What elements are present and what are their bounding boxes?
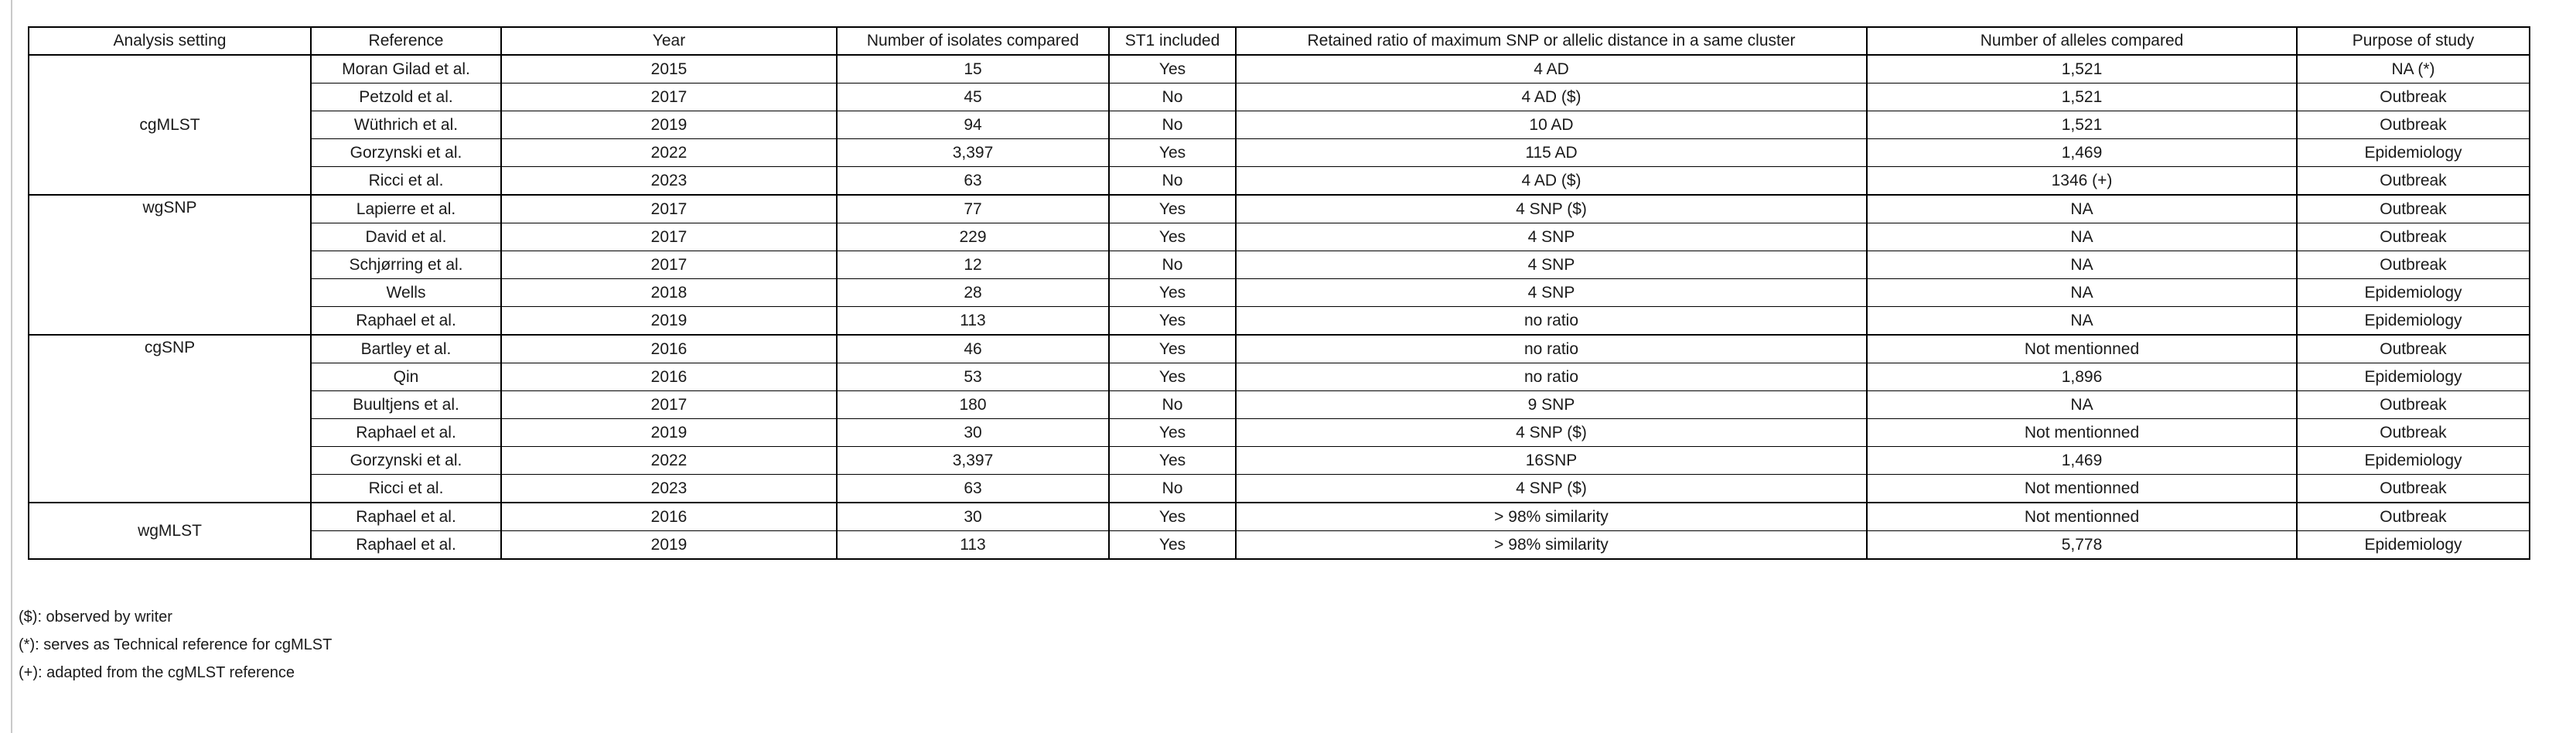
year-cell: 2016 <box>501 503 837 531</box>
st1-cell: Yes <box>1109 531 1236 560</box>
header-retained-ratio: Retained ratio of maximum SNP or allelic distance in a same cluster <box>1236 27 1867 55</box>
alleles-cell: Not mentionned <box>1867 335 2297 363</box>
header-row <box>29 27 2530 55</box>
year-cell: 2017 <box>501 391 837 419</box>
header-st1-included: ST1 included <box>1109 27 1236 55</box>
reference-cell: Moran Gilad et al. <box>311 55 501 84</box>
header-year: Year <box>501 27 837 55</box>
ratio-cell: 4 SNP ($) <box>1236 419 1867 447</box>
alleles-cell: 1,469 <box>1867 447 2297 475</box>
purpose-cell: Outbreak <box>2297 251 2530 279</box>
year-cell: 2023 <box>501 475 837 503</box>
table-row <box>29 307 2530 336</box>
alleles-cell: NA <box>1867 223 2297 251</box>
alleles-cell: 1,469 <box>1867 139 2297 167</box>
table-row <box>29 335 2530 363</box>
analysis-setting-cell: cgMLST <box>29 55 311 195</box>
table-row <box>29 447 2530 475</box>
table-row <box>29 475 2530 503</box>
st1-cell: Yes <box>1109 363 1236 391</box>
header-analysis-setting: Analysis setting <box>29 27 311 55</box>
table-row <box>29 503 2530 531</box>
ratio-cell: > 98% similarity <box>1236 531 1867 560</box>
alleles-cell: NA <box>1867 307 2297 336</box>
reference-cell: David et al. <box>311 223 501 251</box>
purpose-cell: Outbreak <box>2297 391 2530 419</box>
year-cell: 2022 <box>501 447 837 475</box>
year-cell: 2019 <box>501 419 837 447</box>
reference-cell: Bartley et al. <box>311 335 501 363</box>
st1-cell: Yes <box>1109 419 1236 447</box>
table-row <box>29 363 2530 391</box>
isolates-cell: 46 <box>837 335 1109 363</box>
year-cell: 2015 <box>501 55 837 84</box>
purpose-cell: Outbreak <box>2297 84 2530 111</box>
header-isolates-compared: Number of isolates compared <box>837 27 1109 55</box>
table-row <box>29 111 2530 139</box>
st1-cell: No <box>1109 84 1236 111</box>
reference-cell: Buultjens et al. <box>311 391 501 419</box>
year-cell: 2018 <box>501 279 837 307</box>
alleles-cell: 1,521 <box>1867 55 2297 84</box>
alleles-cell: Not mentionned <box>1867 475 2297 503</box>
isolates-cell: 229 <box>837 223 1109 251</box>
purpose-cell: Epidemiology <box>2297 279 2530 307</box>
year-cell: 2023 <box>501 167 837 196</box>
reference-cell: Lapierre et al. <box>311 195 501 223</box>
st1-cell: Yes <box>1109 279 1236 307</box>
year-cell: 2017 <box>501 251 837 279</box>
table-row <box>29 391 2530 419</box>
st1-cell: Yes <box>1109 503 1236 531</box>
st1-cell: No <box>1109 391 1236 419</box>
alleles-cell: NA <box>1867 251 2297 279</box>
page-margin-rule <box>11 0 12 733</box>
ratio-cell: 16SNP <box>1236 447 1867 475</box>
ratio-cell: 10 AD <box>1236 111 1867 139</box>
alleles-cell: NA <box>1867 391 2297 419</box>
purpose-cell: Epidemiology <box>2297 139 2530 167</box>
ratio-cell: no ratio <box>1236 363 1867 391</box>
table-row <box>29 55 2530 84</box>
purpose-cell: Outbreak <box>2297 195 2530 223</box>
purpose-cell: Outbreak <box>2297 167 2530 196</box>
year-cell: 2019 <box>501 531 837 560</box>
st1-cell: Yes <box>1109 195 1236 223</box>
purpose-cell: Outbreak <box>2297 223 2530 251</box>
isolates-cell: 53 <box>837 363 1109 391</box>
table-row <box>29 84 2530 111</box>
reference-cell: Schjørring et al. <box>311 251 501 279</box>
ratio-cell: 4 SNP <box>1236 279 1867 307</box>
purpose-cell: Epidemiology <box>2297 363 2530 391</box>
alleles-cell: 1,521 <box>1867 84 2297 111</box>
year-cell: 2019 <box>501 307 837 336</box>
footnote-observed-by-writer: ($): observed by writer <box>19 609 172 626</box>
purpose-cell: NA (*) <box>2297 55 2530 84</box>
table-row <box>29 167 2530 196</box>
alleles-cell: Not mentionned <box>1867 503 2297 531</box>
ratio-cell: > 98% similarity <box>1236 503 1867 531</box>
footnote-technical-reference: (*): serves as Technical reference for cgMLST <box>19 636 333 653</box>
purpose-cell: Outbreak <box>2297 503 2530 531</box>
year-cell: 2022 <box>501 139 837 167</box>
year-cell: 2016 <box>501 363 837 391</box>
alleles-cell: 1,521 <box>1867 111 2297 139</box>
header-purpose: Purpose of study <box>2297 27 2530 55</box>
isolates-cell: 45 <box>837 84 1109 111</box>
purpose-cell: Outbreak <box>2297 475 2530 503</box>
comparison-table <box>28 26 2530 560</box>
header-reference: Reference <box>311 27 501 55</box>
alleles-cell: 5,778 <box>1867 531 2297 560</box>
ratio-cell: no ratio <box>1236 307 1867 336</box>
table-row <box>29 223 2530 251</box>
ratio-cell: 4 AD ($) <box>1236 84 1867 111</box>
isolates-cell: 30 <box>837 419 1109 447</box>
st1-cell: No <box>1109 475 1236 503</box>
st1-cell: No <box>1109 251 1236 279</box>
isolates-cell: 113 <box>837 307 1109 336</box>
purpose-cell: Outbreak <box>2297 419 2530 447</box>
ratio-cell: 4 SNP <box>1236 251 1867 279</box>
reference-cell: Qin <box>311 363 501 391</box>
isolates-cell: 63 <box>837 167 1109 196</box>
purpose-cell: Epidemiology <box>2297 531 2530 560</box>
ratio-cell: 4 SNP ($) <box>1236 475 1867 503</box>
isolates-cell: 3,397 <box>837 139 1109 167</box>
ratio-cell: no ratio <box>1236 335 1867 363</box>
reference-cell: Petzold et al. <box>311 84 501 111</box>
isolates-cell: 15 <box>837 55 1109 84</box>
header-alleles-compared: Number of alleles compared <box>1867 27 2297 55</box>
st1-cell: Yes <box>1109 447 1236 475</box>
year-cell: 2017 <box>501 223 837 251</box>
analysis-setting-cell: wgSNP <box>29 195 311 335</box>
purpose-cell: Epidemiology <box>2297 447 2530 475</box>
analysis-setting-cell: cgSNP <box>29 335 311 503</box>
table-row <box>29 195 2530 223</box>
purpose-cell: Outbreak <box>2297 335 2530 363</box>
reference-cell: Ricci et al. <box>311 167 501 196</box>
reference-cell: Wüthrich et al. <box>311 111 501 139</box>
isolates-cell: 94 <box>837 111 1109 139</box>
isolates-cell: 63 <box>837 475 1109 503</box>
purpose-cell: Outbreak <box>2297 111 2530 139</box>
footnotes <box>19 603 332 687</box>
reference-cell: Ricci et al. <box>311 475 501 503</box>
year-cell: 2017 <box>501 84 837 111</box>
st1-cell: Yes <box>1109 55 1236 84</box>
analysis-setting-cell: wgMLST <box>29 503 311 559</box>
ratio-cell: 9 SNP <box>1236 391 1867 419</box>
reference-cell: Raphael et al. <box>311 419 501 447</box>
reference-cell: Raphael et al. <box>311 503 501 531</box>
isolates-cell: 30 <box>837 503 1109 531</box>
alleles-cell: 1346 (+) <box>1867 167 2297 196</box>
isolates-cell: 180 <box>837 391 1109 419</box>
table-row <box>29 139 2530 167</box>
reference-cell: Gorzynski et al. <box>311 139 501 167</box>
year-cell: 2017 <box>501 195 837 223</box>
reference-cell: Raphael et al. <box>311 531 501 560</box>
ratio-cell: 4 AD ($) <box>1236 167 1867 196</box>
purpose-cell: Epidemiology <box>2297 307 2530 336</box>
isolates-cell: 77 <box>837 195 1109 223</box>
alleles-cell: NA <box>1867 279 2297 307</box>
isolates-cell: 28 <box>837 279 1109 307</box>
ratio-cell: 4 SNP <box>1236 223 1867 251</box>
reference-cell: Gorzynski et al. <box>311 447 501 475</box>
alleles-cell: NA <box>1867 195 2297 223</box>
alleles-cell: Not mentionned <box>1867 419 2297 447</box>
year-cell: 2016 <box>501 335 837 363</box>
table-header <box>29 27 2530 55</box>
isolates-cell: 3,397 <box>837 447 1109 475</box>
reference-cell: Wells <box>311 279 501 307</box>
table-row <box>29 531 2530 560</box>
isolates-cell: 12 <box>837 251 1109 279</box>
table-row <box>29 251 2530 279</box>
table-row <box>29 419 2530 447</box>
isolates-cell: 113 <box>837 531 1109 560</box>
year-cell: 2019 <box>501 111 837 139</box>
table-body <box>29 55 2530 559</box>
reference-cell: Raphael et al. <box>311 307 501 336</box>
alleles-cell: 1,896 <box>1867 363 2297 391</box>
ratio-cell: 4 AD <box>1236 55 1867 84</box>
ratio-cell: 4 SNP ($) <box>1236 195 1867 223</box>
st1-cell: No <box>1109 111 1236 139</box>
ratio-cell: 115 AD <box>1236 139 1867 167</box>
table-row <box>29 279 2530 307</box>
st1-cell: No <box>1109 167 1236 196</box>
st1-cell: Yes <box>1109 335 1236 363</box>
footnote-adapted-from-cgmlst: (+): adapted from the cgMLST reference <box>19 664 295 681</box>
st1-cell: Yes <box>1109 139 1236 167</box>
st1-cell: Yes <box>1109 307 1236 336</box>
st1-cell: Yes <box>1109 223 1236 251</box>
